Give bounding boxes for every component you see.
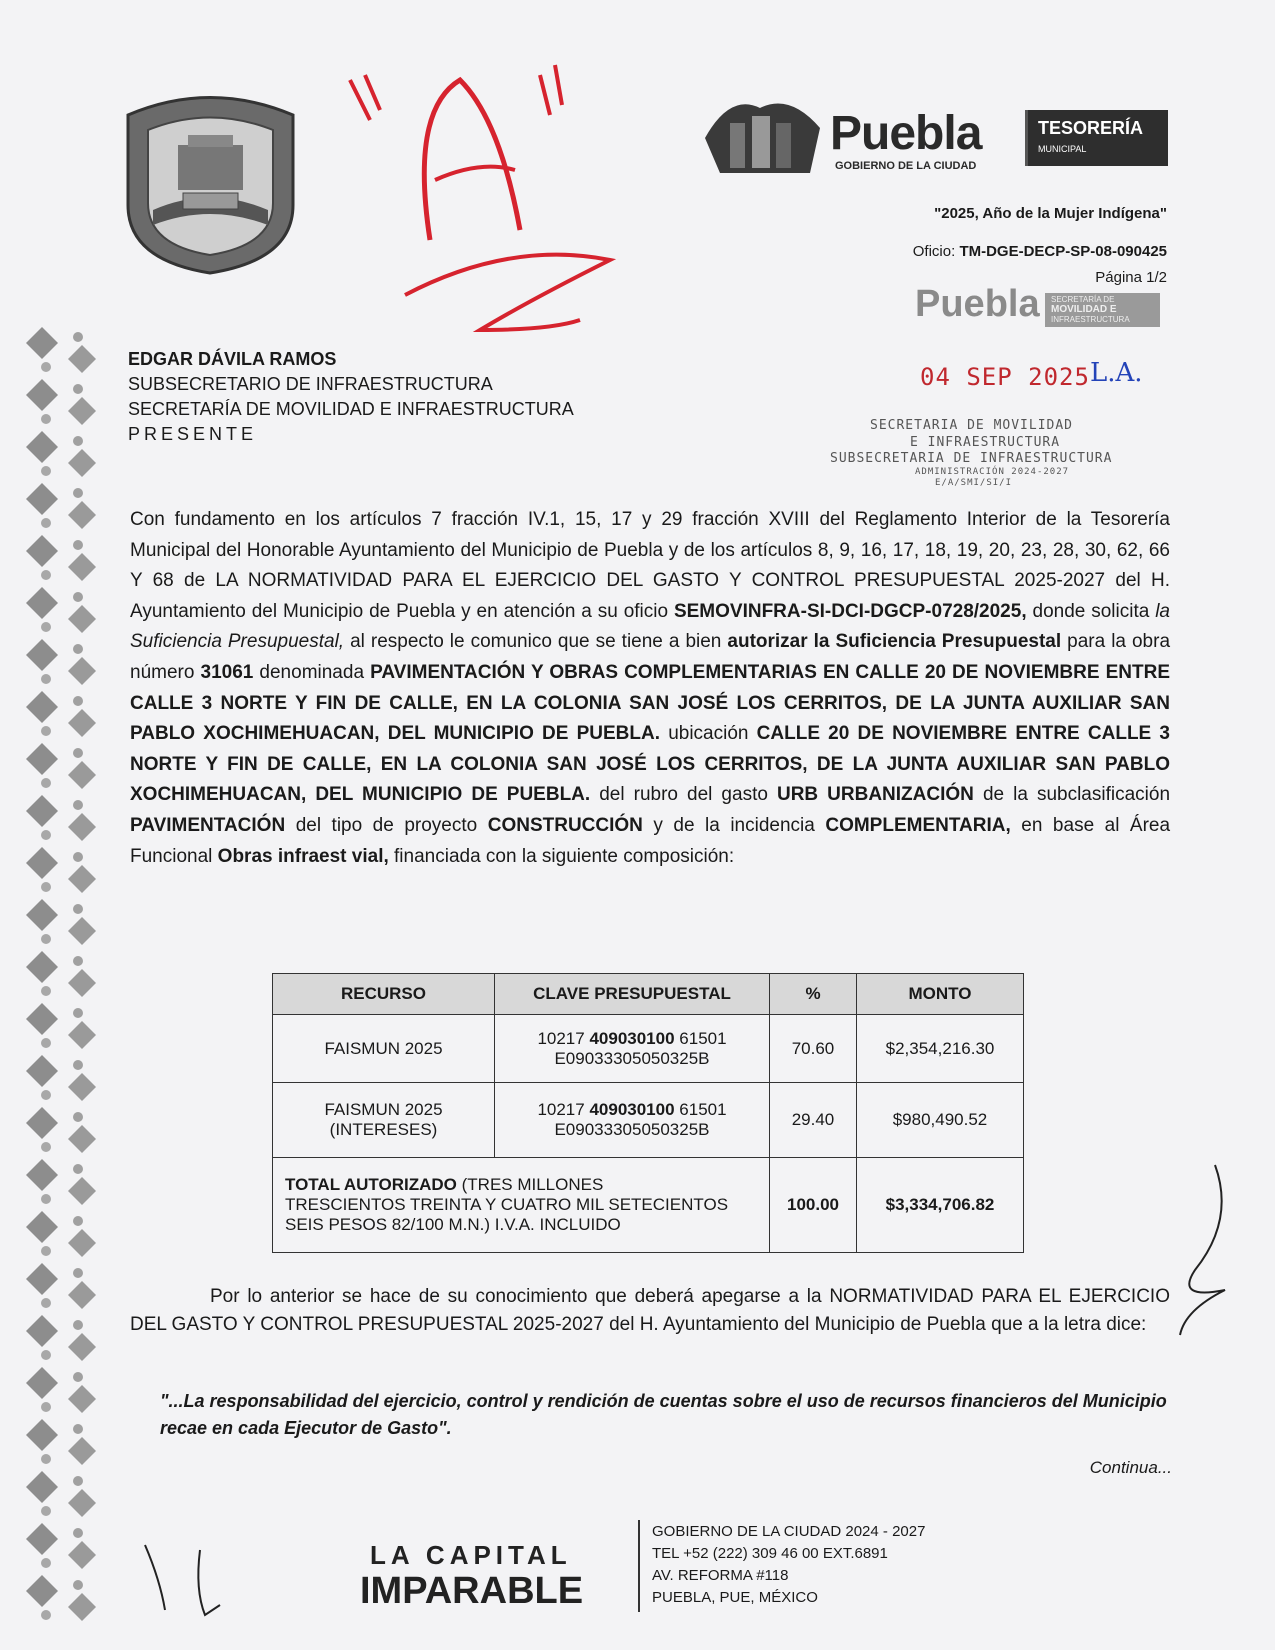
stamp-logo-wordmark: Puebla bbox=[915, 283, 1040, 325]
addressee-block bbox=[128, 347, 574, 447]
table-row bbox=[273, 1015, 1024, 1083]
footer-contact-info bbox=[652, 1521, 925, 1609]
page-number: Página 1/2 bbox=[1095, 269, 1167, 286]
body-text: en base al Área Funcional bbox=[130, 814, 1171, 867]
stamp-line: E INFRAESTRUCTURA bbox=[910, 435, 1061, 450]
addressee-name: EDGAR DÁVILA RAMOS bbox=[128, 349, 337, 369]
decorative-border-pattern bbox=[22, 325, 102, 1625]
footer-logo-line: LA CAPITAL bbox=[370, 1540, 572, 1570]
clave-part: E09033305050325B bbox=[554, 1048, 710, 1068]
stamp-line: E/A/SMI/SI/I bbox=[935, 478, 1013, 488]
obra-number: 31061 bbox=[200, 661, 254, 683]
body-text: financiada con la siguiente composición: bbox=[394, 845, 735, 867]
obra-location: CALLE 20 DE NOVIEMBRE ENTRE CALLE 3 NORTE Y FIN DE CALLE, EN LA COLONIA SAN JOSÉ LOS CERRITOS, DE LA JUNTA AUXILIAR SAN PABLO XOCHIMEHUACAN, DEL MUNICIPIO DE PUEBLA. bbox=[130, 723, 1170, 806]
recurso-text: FAISMUN 2025 bbox=[324, 1100, 443, 1119]
body-text: del rubro del gasto bbox=[599, 784, 768, 806]
puebla-emblem-icon bbox=[700, 88, 825, 178]
oficio-label: Oficio: bbox=[912, 243, 956, 260]
footer-info-line: AV. REFORMA #118 bbox=[652, 1567, 789, 1584]
main-paragraph bbox=[130, 505, 1170, 872]
clave-part: 409030100 bbox=[589, 1100, 675, 1119]
total-label: TOTAL AUTORIZADO bbox=[285, 1175, 457, 1194]
total-monto-cell: $3,334,706.82 bbox=[857, 1158, 1024, 1253]
stamp-date: 04 SEP 2025 bbox=[920, 363, 1090, 391]
tipo-proyecto: CONSTRUCCIÓN bbox=[487, 814, 643, 836]
stamp-box-line: SECRETARÍA DE bbox=[1051, 295, 1115, 304]
clave-cell bbox=[495, 1083, 770, 1158]
stamp-box-line: MOVILIDAD E bbox=[1051, 304, 1117, 315]
body-text: de la subclasificación bbox=[982, 784, 1171, 806]
oficio-reference bbox=[913, 243, 1167, 260]
table-total-row bbox=[273, 1158, 1024, 1253]
total-pct-cell: 100.00 bbox=[770, 1158, 857, 1253]
tesoreria-title: TESORERÍA bbox=[1038, 118, 1144, 138]
footer-info-line: TEL +52 (222) 309 46 00 EXT.6891 bbox=[652, 1545, 888, 1562]
authorization-phrase: autorizar la Suficiencia Presupuestal bbox=[727, 631, 1062, 653]
tesoreria-subtitle: MUNICIPAL bbox=[1038, 144, 1087, 154]
oficio-number: TM-DGE-DECP-SP-08-090425 bbox=[959, 243, 1167, 260]
recurso-cell bbox=[273, 1015, 495, 1083]
body-italic: la Suficiencia Presupuestal, bbox=[130, 600, 1170, 653]
body-text: al respecto le comunico que se tiene a bien bbox=[350, 631, 722, 653]
body-text: donde solicita bbox=[1032, 600, 1150, 622]
continues-note: Continua... bbox=[1089, 1458, 1172, 1477]
greeting: PRESENTE bbox=[128, 424, 258, 444]
clave-part: 61501 bbox=[679, 1100, 727, 1119]
signature-mark bbox=[140, 1540, 240, 1620]
pct-cell: 70.60 bbox=[770, 1015, 857, 1083]
logo-wordmark: Puebla bbox=[830, 107, 982, 160]
recurso-text: FAISMUN 2025 bbox=[324, 1038, 443, 1058]
clave-part: 10217 bbox=[537, 1100, 585, 1119]
budget-table bbox=[272, 973, 1024, 1253]
reception-stamp bbox=[820, 283, 1170, 493]
puebla-tesoreria-logo bbox=[700, 88, 1170, 183]
total-text: (TRES MILLONES bbox=[461, 1175, 604, 1194]
subclasificacion: PAVIMENTACIÓN bbox=[130, 814, 286, 836]
column-header: CLAVE PRESUPUESTAL bbox=[495, 974, 770, 1015]
footer-info-line: GOBIERNO DE LA CIUDAD 2024 - 2027 bbox=[652, 1523, 926, 1540]
closing-text: Por lo anterior se hace de su conocimiento que deberá apegarse a la NORMATIVIDAD PARA EL EJERCICIO DEL GASTO Y CONTROL PRESUPUESTAL 2025-2027 del H. Ayuntamiento del Municipio de Puebla que a la letra dice: bbox=[130, 1286, 1170, 1335]
column-header: RECURSO bbox=[273, 974, 495, 1015]
footer-logo-line: IMPARABLE bbox=[360, 1570, 584, 1612]
footer-divider bbox=[638, 1520, 640, 1612]
column-header: % bbox=[770, 974, 857, 1015]
monto-cell: $2,354,216.30 bbox=[857, 1015, 1024, 1083]
normativity-quote: "...La responsabilidad del ejercicio, control y rendición de cuentas sobre el uso de recursos financieros del Municipio recae en cada Ejecutor de Gasto". bbox=[160, 1391, 1167, 1438]
stamp-line: SECRETARIA DE MOVILIDAD bbox=[870, 418, 1074, 433]
year-motto: "2025, Año de la Mujer Indígena" bbox=[934, 205, 1167, 222]
obra-name: PAVIMENTACIÓN Y OBRAS COMPLEMENTARIAS EN CALLE 20 DE NOVIEMBRE ENTRE CALLE 3 NORTE Y FIN DE CALLE, EN LA COLONIA SAN JOSÉ LOS CERRITOS, DE LA JUNTA AUXILIAR SAN PABLO XOCHIMEHUACAN, DEL MUNICIPIO DE PUEBLA. bbox=[130, 661, 1171, 745]
handwritten-a-annotation bbox=[330, 60, 630, 360]
area-funcional: Obras infraest vial, bbox=[217, 845, 389, 867]
body-text: y de la incidencia bbox=[653, 814, 815, 836]
body-text: denominada bbox=[259, 661, 365, 683]
body-text: ubicación bbox=[668, 723, 749, 745]
pct-cell: 29.40 bbox=[770, 1083, 857, 1158]
body-text: del tipo de proyecto bbox=[295, 814, 478, 836]
closing-paragraph bbox=[130, 1283, 1170, 1339]
clave-part: 10217 bbox=[537, 1028, 585, 1048]
total-text: SEIS PESOS 82/100 M.N.) I.V.A. INCLUIDO bbox=[285, 1215, 621, 1234]
signature-mark bbox=[1165, 1160, 1245, 1340]
la-capital-imparable-logo bbox=[340, 1540, 610, 1630]
clave-cell bbox=[495, 1015, 770, 1083]
table-header-row bbox=[273, 974, 1024, 1015]
stamp-box-line: INFRAESTRUCTURA bbox=[1051, 315, 1130, 324]
handwritten-initials: L.A. bbox=[1090, 358, 1143, 388]
clave-part: E09033305050325B bbox=[554, 1120, 710, 1139]
incidencia: COMPLEMENTARIA, bbox=[825, 814, 1011, 836]
tesoreria-label-box bbox=[1025, 110, 1168, 166]
stamp-secretaria-box bbox=[1045, 293, 1160, 327]
rubro: URB URBANIZACIÓN bbox=[776, 784, 974, 806]
stamp-line: ADMINISTRACIÓN 2024-2027 bbox=[915, 467, 1070, 477]
recurso-text: (INTERESES) bbox=[329, 1120, 438, 1139]
monto-cell: $980,490.52 bbox=[857, 1083, 1024, 1158]
addressee-title: SECRETARÍA DE MOVILIDAD E INFRAESTRUCTURA bbox=[128, 399, 574, 419]
body-text: Con fundamento en los artículos 7 fracción IV.1, 15, 17 y 29 fracción XVIII del Reglamento Interior de la Tesorería Municipal del Honorable Ayuntamiento del Municipio de Puebla y de los artículos 8, 9, 16, 17, 18, 19, 20, 23, 28, 30, 62, 66 Y 68 de LA NORMATIVIDAD PARA EL EJERCICIO DEL GASTO Y CONTROL PRESUPUESTAL 2025-2027 del H. Ayuntamiento del Municipio de Puebla y en atención a su oficio bbox=[130, 509, 1170, 622]
total-text: TRESCIENTOS TREINTA Y CUATRO MIL SETECIENTOS bbox=[285, 1195, 729, 1214]
total-description-cell bbox=[273, 1158, 770, 1253]
column-header: MONTO bbox=[857, 974, 1024, 1015]
recurso-cell bbox=[273, 1083, 495, 1158]
clave-part: 409030100 bbox=[589, 1028, 675, 1048]
logo-subtitle: GOBIERNO DE LA CIUDAD bbox=[835, 160, 977, 172]
footer-info-line: PUEBLA, PUE, MÉXICO bbox=[652, 1589, 818, 1606]
stamp-line: SUBSECRETARIA DE INFRAESTRUCTURA bbox=[830, 451, 1113, 466]
referenced-oficio: SEMOVINFRA-SI-DCI-DGCP-0728/2025, bbox=[673, 600, 1027, 622]
clave-part: 61501 bbox=[679, 1028, 727, 1048]
addressee-title: SUBSECRETARIO DE INFRAESTRUCTURA bbox=[128, 374, 493, 394]
body-text: para la obra número bbox=[130, 631, 1171, 683]
municipal-seal-logo bbox=[118, 85, 303, 275]
table-row bbox=[273, 1083, 1024, 1158]
